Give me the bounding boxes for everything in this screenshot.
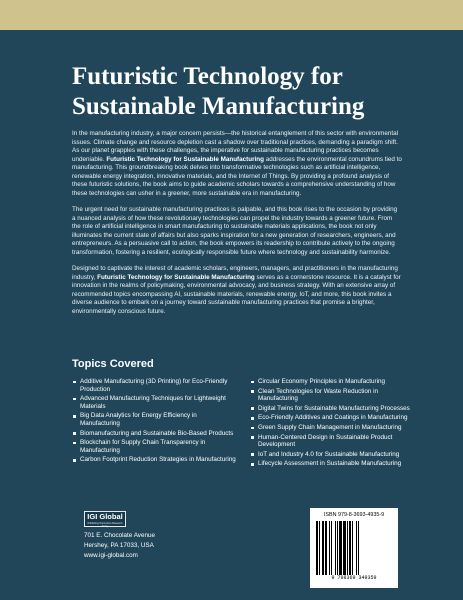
barcode-bar: [359, 521, 360, 575]
topic-item: Carbon Footprint Reduction Strategies in Manufacturing: [72, 456, 237, 464]
barcode-digits: 9 798369 349359: [331, 575, 377, 581]
title-line-1: Futuristic Technology for: [72, 63, 343, 90]
address-line-1: 701 E. Chocolate Avenue: [84, 532, 155, 539]
address-line-2: Hershey, PA 17033, USA: [84, 542, 154, 549]
topic-item: Circular Economy Principles in Manufacturing: [250, 378, 415, 386]
topic-item: Human-Centered Design in Sustainable Product Development: [250, 434, 415, 449]
publisher-address: [84, 531, 155, 561]
topic-item: Big Data Analytics for Energy Efficiency in Manufacturing: [72, 412, 237, 427]
book-title-inline: Futuristic Technology for Sustainable Manufacturing: [97, 273, 255, 281]
topic-item: Additive Manufacturing (3D Printing) for Eco-Friendly Production: [72, 378, 237, 393]
title-line-2: Sustainable Manufacturing: [72, 93, 365, 120]
isbn-barcode-box: [310, 508, 398, 588]
description-paragraph-1: In the manufacturing industry, a major concern persists—the historical entanglement of this sector with environmental issues. Climate change and resource depletion cast a shadow over traditional practices, demanding a paradigm shift. As our planet grapples with these challenges, the imperative for sustainable manufacturing practices becomes undeniable. Futuristic Technology for Sustainable Manufacturing addresses the environmental conundrums tied to manufacturing. This groundbreaking book delves into transformative technologies such as artificial intelligence, renewable energy integration, innovative materials, and the Internet of Things. By providing a profound analysis of these futuristic solutions, the book aims to guide academic scholars towards a comprehensive understanding of how these technologies can usher in a greener, more sustainable era in manufacturing.: [72, 130, 402, 197]
description-paragraph-3: Designed to captivate the interest of academic scholars, engineers, managers, and practitioners in the manufacturing industry, Futuristic Technology for Sustainable Manufacturing serves as a cornerstone resource. It is a catalyst for innovation in the realms of policymaking, environmental advocacy, and business strategy. With an extensive array of recommended topics encompassing AI, sustainable materials, renewable energy, IoT, and more, this book invites a diverse audience to embark on a journey toward sustainable manufacturing practices that promise a brighter, environmentally conscious future.: [72, 265, 401, 315]
topic-item: Eco-Friendly Additives and Coatings in Manufacturing: [250, 414, 415, 422]
book-title: [72, 62, 432, 122]
book-description: [72, 130, 402, 324]
publisher-logo-tagline: Publishing Tomorrow's Research Today: [87, 522, 123, 528]
book-title-inline: Futuristic Technology for Sustainable Manufacturing: [106, 155, 264, 163]
topics-list-left: [72, 378, 237, 466]
description-paragraph-2: The urgent need for sustainable manufacturing practices is palpable, and this book rises to the occasion by providing a nuanced analysis of how these revolutionary technologies can propel the industry towards a greener future. From the role of artificial intelligence in smart manufacturing to sustainable materials applications, the book not only illuminates the current state of affairs but also sparks inspiration for a new generation of researchers, engineers, and entrepreneurs. As a persuasive call to action, the book empowers its readership to contribute actively to the ongoing transformation, fostering a resilient, ecologically responsible future where technology and sustainability harmonize.: [72, 206, 398, 256]
topic-item: Digital Twins for Sustainable Manufacturing Processes: [250, 405, 415, 413]
topics-heading: Topics Covered: [72, 358, 154, 370]
topics-list-right: [250, 378, 415, 470]
barcode-icon: [316, 521, 392, 575]
publisher-logo: [84, 511, 126, 527]
publisher-website-link[interactable]: www.igi-global.com: [84, 552, 138, 559]
topic-item: Biomanufacturing and Sustainable Bio-Based Products: [72, 430, 237, 438]
publisher-logo-text: IGI Global: [87, 512, 123, 521]
topic-item: IoT and Industry 4.0 for Sustainable Manufacturing: [250, 451, 415, 459]
isbn-label: ISBN 979-8-3693-4935-9: [323, 512, 385, 518]
topic-item: Blockchain for Supply Chain Transparency in Manufacturing: [72, 439, 237, 454]
topic-item: Clean Technologies for Waste Reduction in Manufacturing: [250, 388, 415, 403]
topic-item: Advanced Manufacturing Techniques for Lightweight Materials: [72, 395, 237, 410]
topic-item: Green Supply Chain Management in Manufacturing: [250, 424, 415, 432]
top-accent-bar: [0, 0, 463, 30]
topic-item: Lifecycle Assessment in Sustainable Manufacturing: [250, 460, 415, 468]
